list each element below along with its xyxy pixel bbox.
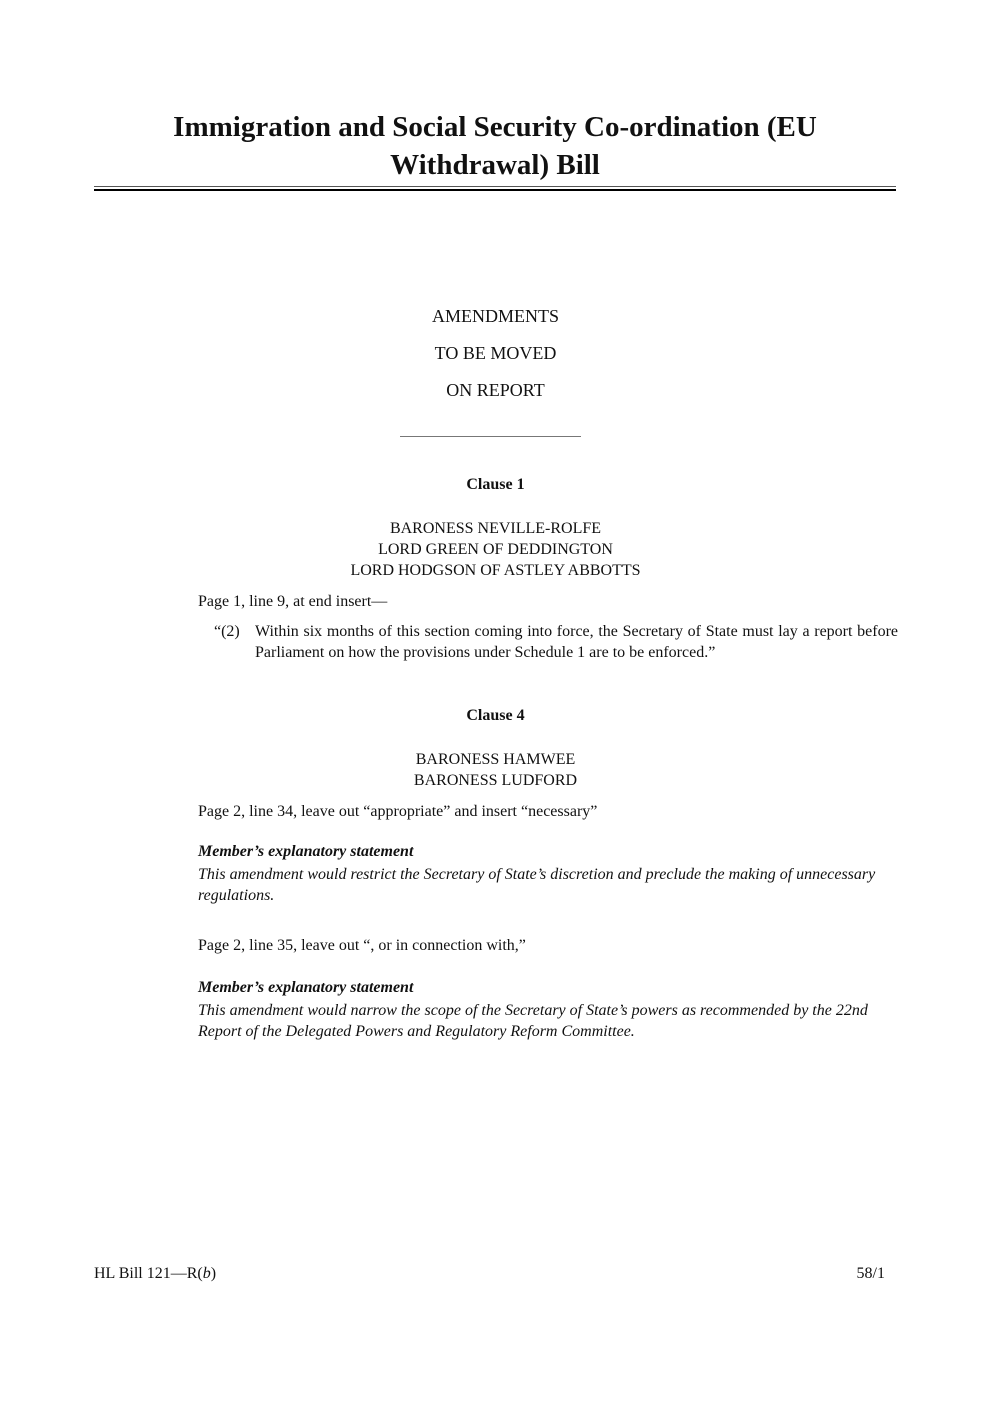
explanatory-statement: This amendment would narrow the scope of the Secretary of State’s powers as recommended by the 22nd Report of the Delegated Powers and Regulatory Reform Committee. [198, 1002, 868, 1040]
title-rule-thick [94, 189, 896, 191]
amendment-instruction: Page 1, line 9, at end insert— [198, 593, 388, 610]
movers-list [0, 749, 991, 791]
mover-name: BARONESS HAMWEE [415, 751, 576, 768]
heading-to-be-moved: TO BE MOVED [434, 343, 557, 363]
bill-reference [94, 1265, 216, 1283]
amendment-instruction: Page 2, line 35, leave out “, or in connection with,” [198, 937, 526, 954]
page-reference: 58/1 [856, 1265, 885, 1282]
bill-ref-prefix: HL Bill 121—R( [94, 1265, 203, 1282]
explanatory-statement-heading: Member’s explanatory statement [198, 979, 414, 996]
explanatory-statement: This amendment would restrict the Secretary of State’s discretion and preclude the making of unnecessary regulations. [198, 866, 876, 904]
mover-name: LORD HODGSON OF ASTLEY ABBOTTS [350, 562, 641, 579]
heading-amendments: AMENDMENTS [431, 306, 559, 326]
bill-ref-suffix: ) [210, 1265, 217, 1282]
section-divider [400, 436, 581, 437]
subsection-text: Within six months of this section coming into force, the Secretary of State must lay a report before Parliament on how the provisions under Schedule 1 are to be enforced.” [255, 623, 898, 661]
bill-ref-italic: b [202, 1265, 211, 1282]
clause-heading: Clause 1 [466, 476, 525, 493]
mover-name: BARONESS NEVILLE-ROLFE [389, 520, 602, 537]
explanatory-statement-heading: Member’s explanatory statement [198, 843, 414, 860]
mover-name: BARONESS LUDFORD [413, 772, 578, 789]
amendment-instruction: Page 2, line 34, leave out “appropriate” and insert “necessary” [198, 803, 598, 820]
inserted-subsection [214, 621, 898, 663]
heading-on-report: ON REPORT [446, 380, 545, 400]
subsection-number: “(2) [214, 623, 240, 640]
movers-list [0, 518, 991, 581]
clause-heading: Clause 4 [466, 707, 525, 724]
title-rule-thin [94, 186, 896, 187]
document-title: Immigration and Social Security Co-ordination (EU Withdrawal) Bill [173, 111, 817, 181]
mover-name: LORD GREEN OF DEDDINGTON [378, 541, 613, 558]
